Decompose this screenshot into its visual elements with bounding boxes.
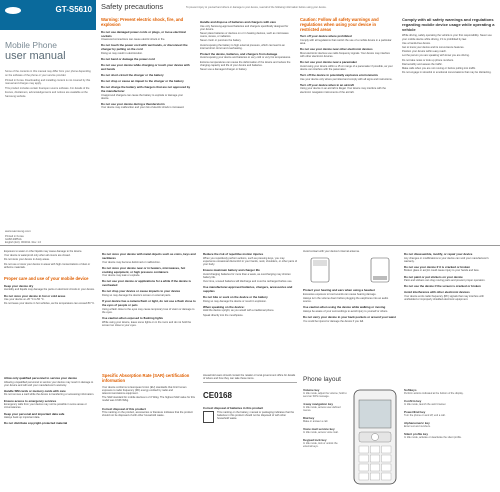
callout (303, 388, 347, 398)
sar-text: Your device conforms to European Union (EU) standards that limit human exposure to radio frequency (RF) energy emitted by radio and telecommunications equipment. (102, 385, 187, 395)
disposal-row (203, 411, 297, 423)
driving-heading: Comply with all safety warnings and regulations regarding mobile device usage while operating a vehicle (402, 17, 495, 32)
care-column-5: Do not disassemble, modify, or repair your device Any changes or modifications to your device can void your manufacturer's warranty. Do not use your device if it is cracked or broken Broken glass or acrylic could cause injury to your hands and face. Do not paint or put stickers on your device Paint and stickers can clog moving parts and prevent proper operation. Do not use the device if the screen is cracked or broken Avoid interference with other electronic devices Your device emits radio frequency (RF) signals that may interfere with unshielded or improperly shielded electronic equipment. (404, 250, 496, 302)
model-number: GT-S5610 (55, 5, 92, 14)
safety-item: Get to know your device and its convenience features. (402, 46, 465, 49)
callout-name: 4-way navigation key (303, 402, 334, 406)
cover-page (0, 0, 96, 246)
phone-layout-title: Phone layout (303, 376, 341, 383)
safety-item: Do not bend or damage the power cord (101, 57, 155, 61)
care-item: Do not use your device or applications for a while if the device is overheated (102, 279, 191, 288)
care-column-4: Avoid contact with your device's internal antenna. Protect your hearing and ears when using a headset Excessive exposure to loud sounds can cause hearing damage. Always turn the volume down before plugging the earphones into an audio source. Use caution when using the device while walking or moving Always be aware of your surroundings to avoid injury to yourself or others. Do not carry your device in your back pockets or around your waist You could be injured or damage the device if you fall. (303, 250, 396, 323)
safety-column-2: Handle and dispose of batteries and chargers with care Use only Samsung-approved batteries and chargers specifically designed for your device. Never place batteries or devices on or in heating devices, such as microwave ovens, stoves, or radiators. Never crush or puncture the battery. Avoid exposing the battery to high external pressure, which can lead to an internal short circuit and overheating. Protect the device, batteries, and chargers from damage Avoid exposing your device and batteries to very cold or very hot temperatures. Extreme temperatures can cause the deformation of the device and reduce the charging capacity and life of your device and batteries. Never use a damaged charger or battery. (200, 20, 291, 72)
callout-name: Dial key (303, 416, 315, 420)
callout-desc: In Idle mode, launch the web browser. (404, 403, 447, 406)
callout-desc: In Idle mode, access voice mail. (303, 431, 339, 434)
safety-item: Do not touch the power cord with wet hands, or disconnect the charger by pulling on the cord (101, 43, 188, 52)
print-location: Printed in Korea (5, 235, 24, 238)
safety-column-4: Comply with all safety warnings and regulations regarding mobile device usage while operating a vehicle While driving, safely operating the vehicle is your first responsibility. Never use your mobile device while driving, if it is prohibited by law. Use a hands-free device. Get to know your device and its convenience features. Position your device within easy reach. Let the person you are speaking with know you are driving. Do not take notes or look up phone numbers. Dial sensibly and assess the traffic. Make calls when you are not moving or before pulling into traffic. Do not engage in stressful or emotional conversations that may be distracting. (402, 17, 495, 75)
safety-item: Never crush or puncture the battery. (200, 39, 242, 43)
samsung-logo (5, 7, 21, 14)
contact-heading: Correct disposal of this product (102, 406, 146, 411)
cover-note: This product includes certain free/open source software. For details of the licence, disclaimers, acknowledgements and notices are available at the Samsung website. (5, 87, 90, 98)
safety-item: Avoid exposing your device and batteries to very cold or very hot temperatures. (200, 56, 291, 60)
safety-item: Do not use your device near other electronic devices (300, 47, 373, 52)
callout-desc: In Idle mode, lock or unlock the external keys. (303, 442, 338, 448)
callout (303, 416, 347, 423)
callout-name: Volume key (303, 388, 320, 392)
callout-desc: Enter text and numbers. (404, 425, 431, 428)
cover-notes (5, 70, 93, 100)
care-column-3: Reduce the risk of repetitive motion injuries When you repetitively perform actions, such as pressing keys, you may experience occasional discomfort in your hands, neck, shoulders, or other parts of your body. Ensure maximum battery and charger life Avoid charging batteries for more than a week, as overcharging may shorten battery life. Over time, unused batteries will discharge and must be recharged before use. Use manufacturer-approved batteries, chargers, accessories and supplies Do not bite or suck on the device or the battery Doing so may damage the device or result in explosion. When speaking on the device: Hold the device upright, as you would with a traditional phone. Speak directly into the mouthpiece. (203, 252, 298, 317)
manual-spread-bottom (0, 246, 500, 492)
safety-column-3: Caution: Follow all safety warnings and regulations when using your device in restricted areas Turn off your device where prohibited Comply with all regulations that restrict the use of a mobile device in a particular area. Do not use your device near other electronic devices Most electronic devices use radio frequency signals. Your device may interfere with other electronic devices. Do not use your device near a pacemaker Avoid using your device within a 15 cm range of a pacemaker if possible, as your device can interfere with the pacemaker. Turn off the device in potentially explosive environments Use your device only where permitted and comply with all signs and instructions. Turn off your device when in an aircraft Using your device in an aircraft is illegal. Your device may interfere with the electronic navigation instruments of the aircraft. (300, 17, 393, 94)
service-heading: Keep your personal and important data safe (4, 411, 65, 416)
service-column: Allow only qualified personnel to service your device Allowing unqualified personnel to service your device may result in damage to your device and will void your manufacturer's warranty. Handle SIM cards or memory cards with care Do not remove a card while the device is transferring or accessing information. Ensure access to emergency services Emergency calls from your device may not be possible in some areas or circumstances. Keep your personal and important data safe Always back up important data. Do not distribute copyright-protected material (4, 376, 95, 426)
care-heading: Do not store your device near or in heaters, microwaves, hot cooking equipment, or high pressure containers (102, 265, 186, 274)
disposal-heading: Correct disposal of batteries in this product (203, 406, 264, 411)
safety-item: Turn off your device when in an aircraft (300, 82, 354, 87)
care-item: Use caution when using the device while walking or moving (303, 305, 386, 310)
callout (404, 421, 496, 428)
callout-name: Keypad lock key (303, 438, 327, 442)
ce-mark-icon: CE0168 (203, 391, 232, 401)
safety-item: Turn off your device where prohibited (300, 34, 352, 39)
safety-item: Do not take notes or look up phone numbers. (402, 58, 454, 62)
safety-item: Do not use your device while charging or touch your device with wet hands (101, 63, 190, 71)
safety-item: Dial sensibly and assess the traffic. (402, 62, 443, 66)
sar-column: Specific Absorption Rate (SAR) certification information Your device conforms to European Union (EU) standards that limit human exposure to radio frequency (RF) energy emitted by radio and telecommunications equipment. The SAR standard for mobile devices is 2.0 W/kg. The highest SAR value for this model was 0.646 W/kg. Correct disposal of this product This marking on the product, accessories or literature indicates that the product should not be disposed of with other household waste. (102, 373, 195, 418)
print-meta (5, 235, 41, 245)
internal-antenna-icon (363, 256, 397, 284)
callout (404, 388, 496, 395)
safety-note: To prevent injury to yourself and others or damage to your device, read all of the following information before using your device. (186, 6, 327, 9)
manual-title: user manual (5, 50, 66, 62)
care-item: Do not carry your device in your back pockets or around your waist (303, 315, 396, 320)
cover-band (0, 0, 96, 30)
care-item: Do not disassemble, modify, or repair your device (404, 252, 473, 256)
care-item: Do not paint or put stickers on your device (404, 274, 463, 279)
product-name: Mobile Phone (5, 40, 57, 50)
phone-illustration (350, 388, 400, 486)
callout-desc: In Idle mode, access user-defined menus. (303, 406, 341, 412)
callout (303, 427, 347, 434)
website-url: www.samsung.com (5, 229, 31, 233)
callout (404, 432, 496, 439)
callout-name: Alphanumeric key (404, 421, 430, 425)
care-item: Do not drop your device or cause impacts to your device (102, 289, 181, 294)
disposal-text: This marking on the battery, manual or packaging indicates that the batteries in this product should not be disposed of with other household waste. (217, 410, 295, 421)
care-item: Protect your hearing and ears when using a headset (303, 288, 375, 293)
safety-item: Never place batteries or devices on or in heating devices, such as microwave ovens, stoves, or radiators. (200, 31, 289, 39)
care-item: Do not store your device in dusty areas. (4, 258, 50, 262)
service-heading: Allow only qualified personnel to service your device (4, 376, 77, 380)
care-item: Do not use or store your device in areas with high concentrations of dust or airborne materials. (4, 262, 91, 269)
part-number: GH68-30851A (5, 238, 22, 242)
phone-antenna-illustration (303, 256, 337, 284)
safety-item: Do not charge the battery with chargers that are not approved by the manufacturer (101, 85, 191, 93)
callout-name: Confirm key (404, 399, 422, 403)
safety-column-1: Warning: Prevent electric shock, fire, and explosion Do not use damaged power cords or plugs, or loose electrical sockets Unsecured connections can cause electric shock or fire. Do not touch the power cord with wet hands, or disconnect the charger by pulling on the cord Doing so may result in electrocution. Do not bend or damage the power cord Do not use your device while charging or touch your device with wet hands Do not short-circuit the charger or the battery Do not drop or cause an impact to the charger or the battery Do not charge the battery with chargers that are not approved by the manufacturer Unapproved chargers can cause the battery to explode or damage your device. Do not use your device during a thunderstorm Your device may malfunction and your risk of electric shock is increased. (101, 17, 191, 110)
safety-sub: Do not use your device during a thunderstorm (101, 101, 165, 106)
callout (404, 410, 496, 417)
callout-name: Silent profile key (404, 432, 429, 436)
cover-note: Printed in Korea. Downloading and installing content is not covered by this manual and charges may apply. (5, 78, 91, 86)
disposal-column: Household users should contact the retailer or local government office for details of where and how they can take these items. CE0168 Correct disposal of batteries in this product This marking on the battery, manual or packaging indicates that the batteries in this product should not be disposed of with other household waste. (203, 374, 297, 423)
safety-item: Turn off the device in potentially explosive environments (300, 73, 379, 78)
service-heading: Handle SIM cards or memory cards with care (4, 388, 66, 393)
care-heading: Proper care and use of your mobile device (4, 276, 89, 282)
safety-item: Let the person you are speaking with know you are driving. (402, 54, 470, 58)
safety-item: Do not use your device near a pacemaker (300, 60, 358, 65)
callout-name: Voice mail service key (303, 427, 335, 431)
care-heading: Reduce the risk of repetitive motion injuries (203, 252, 264, 256)
safety-item: Do not use damaged power cords or plugs, or loose electrical sockets (101, 29, 186, 38)
sar-title: Specific Absorption Rate (SAR) certification information (102, 373, 190, 383)
care-column-2: Do not store your device with metal objects such as coins, keys and necklaces Your device may become deformed or malfunction. Do not store your device near or in heaters, microwaves, hot cooking equipment, or high pressure containers Your device may leak or explode. Do not use your device or applications for a while if the device is overheated Do not drop your device or cause impacts to your device Doing so may damage the device's screen or external parts. If your device has a camera flash or light, do not use a flash close to the eyes of people or pets Using a flash close to the eyes may cause temporary loss of vision or damage to the eyes. Use caution when exposed to flashing lights While using your device, leave some lights on in the room and do not hold the screen too close to your eyes. (102, 252, 196, 327)
callout (303, 438, 347, 448)
safety-item: Use a hands-free device. (402, 41, 431, 45)
safety-item: Handle and dispose of batteries and chargers with care (200, 20, 276, 24)
safety-item: Position your device within easy reach. (402, 50, 447, 54)
callout (404, 399, 496, 406)
callout-desc: Perform actions indicated at the bottom of the display. (404, 392, 464, 395)
safety-item: Protect the device, batteries, and chargers from damage (200, 51, 278, 56)
callout-name: Softkeys (404, 388, 417, 392)
service-heading: Ensure access to emergency services (4, 398, 57, 403)
care-item: Your device is waterproof only when all covers are closed. (4, 254, 71, 258)
callout-desc: In Idle mode, adjust the volume; hold to send an SOS message. (303, 392, 347, 398)
callout-name: Power/End key (404, 410, 426, 414)
crossed-bin-icon (203, 411, 214, 423)
callout-desc: Turn the phone on and off; end a call. (404, 414, 446, 417)
safety-item: Do not short-circuit the charger or the battery (101, 73, 164, 77)
warning-heading: Warning: Prevent electric shock, fire, and explosion (101, 17, 184, 27)
care-item: If your device has a camera flash or light, do not use a flash close to the eyes of people or pets (102, 299, 196, 308)
care-column-1: Exposure to water or other liquids may cause damage to the device. Your device is waterproof only when all covers are closed. Do not store your device in dusty areas. Do not use or store your device in areas with high concentrations of dust or airborne materials. Proper care and use of your mobile device Keep your device dry Humidity and liquids may damage the parts or electronic circuits in your device. Do not store your device in hot or cold areas Use your device at -20 °C to 50 °C. Do not leave your device in hot vehicles, as the temperature can exceed 80 °C. (4, 250, 95, 306)
care-item: Do not store your device with metal objects such as coins, keys and necklaces (102, 252, 196, 260)
caution-heading: Caution: Follow all safety warnings and regulations when using your device in restricted areas (300, 17, 379, 32)
left-callouts (303, 388, 347, 452)
callout-desc: Make or answer a call. (303, 420, 329, 423)
ce-mark-box (203, 382, 297, 403)
right-callouts (404, 388, 496, 443)
callout-desc: In Idle mode, activate or deactivate the silent profile. (404, 436, 462, 439)
care-item: Avoid interference with other electronic devices (404, 290, 470, 295)
callout (303, 402, 347, 412)
safety-title: Safety precautions (101, 2, 164, 11)
service-heading: Do not distribute copyright-protected material (4, 421, 68, 426)
edition: English (EU). 06/2011. Rev. 1.0 (5, 241, 42, 245)
cover-note: Some of the contents in this manual may differ from your phone depending on the software of the phone or your service provider. (5, 70, 91, 77)
safety-item: Do not drop or cause an impact to the charger or the battery (101, 79, 184, 83)
antenna-diagram (303, 256, 397, 284)
